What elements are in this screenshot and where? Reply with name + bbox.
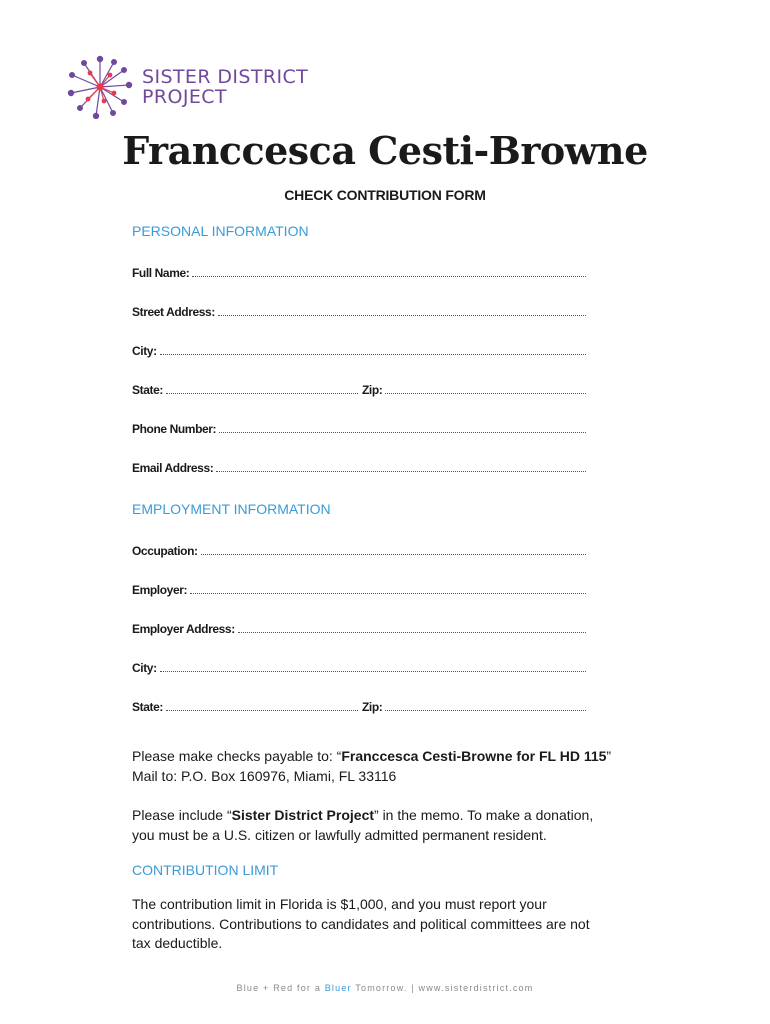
state-zip-field[interactable]	[132, 379, 586, 397]
limit-line-3: tax deductible.	[132, 935, 223, 951]
payable-line	[132, 747, 652, 767]
starburst-icon	[66, 55, 134, 119]
zip-line[interactable]	[385, 393, 586, 394]
limit-line-1: The contribution limit in Florida is $1,000, and you must report your	[132, 896, 547, 912]
mail-to-line: Mail to: P.O. Box 160976, Miami, FL 33116	[132, 767, 397, 784]
occupation-field[interactable]	[132, 540, 586, 558]
form-subtitle: CHECK CONTRIBUTION FORM	[284, 187, 486, 203]
logo-line-2: PROJECT	[142, 86, 227, 108]
state-line[interactable]	[166, 393, 358, 394]
memo-suffix: ” in the memo. To make a donation,	[374, 807, 594, 823]
payable-prefix: Please make checks payable to: “	[132, 748, 342, 764]
city-line[interactable]	[160, 354, 586, 355]
personal-info-heading: PERSONAL INFORMATION	[132, 223, 309, 239]
occupation-line[interactable]	[201, 554, 586, 555]
sister-district-logo	[66, 55, 326, 119]
employer-address-label: Employer Address:	[132, 622, 235, 636]
memo-name: Sister District Project	[231, 807, 375, 823]
street-address-line[interactable]	[218, 315, 586, 316]
memo-line-1	[132, 806, 652, 826]
full-name-label: Full Name:	[132, 266, 190, 280]
memo-prefix: Please include “	[132, 807, 232, 823]
employer-address-line[interactable]	[238, 632, 586, 633]
street-address-field[interactable]	[132, 301, 586, 319]
employer-zip-line[interactable]	[385, 710, 586, 711]
city-field[interactable]	[132, 340, 586, 358]
employer-address-field[interactable]	[132, 618, 586, 636]
memo-line-2: you must be a U.S. citizen or lawfully admitted permanent resident.	[132, 826, 547, 843]
page-footer	[0, 983, 770, 993]
employer-state-line[interactable]	[166, 710, 358, 711]
contribution-limit-heading: CONTRIBUTION LIMIT	[132, 862, 279, 878]
employer-city-field[interactable]	[132, 657, 586, 675]
payable-name: Franccesca Cesti-Browne for FL HD 115	[341, 748, 607, 764]
phone-line[interactable]	[219, 432, 586, 433]
employer-field[interactable]	[132, 579, 586, 597]
email-label: Email Address:	[132, 461, 214, 475]
state-label: State:	[132, 383, 163, 397]
city-label: City:	[132, 344, 157, 358]
memo-paragraph	[132, 806, 652, 845]
zip-label: Zip:	[361, 383, 383, 397]
footer-bluer: Bluer	[324, 983, 352, 993]
payable-suffix: ”	[606, 748, 612, 764]
employer-label: Employer:	[132, 583, 188, 597]
contribution-limit-paragraph	[132, 895, 652, 954]
employment-info-heading: EMPLOYMENT INFORMATION	[132, 501, 331, 517]
logo-line-1: SISTER DISTRICT	[142, 66, 309, 88]
phone-field[interactable]	[132, 418, 586, 436]
employer-zip-label: Zip:	[361, 700, 383, 714]
occupation-label: Occupation:	[132, 544, 198, 558]
employer-city-line[interactable]	[160, 671, 586, 672]
phone-label: Phone Number:	[132, 422, 217, 436]
employer-state-label: State:	[132, 700, 163, 714]
employer-line[interactable]	[190, 593, 586, 594]
employer-city-label: City:	[132, 661, 157, 675]
footer-part-2: Tomorrow. | www.sisterdistrict.com	[351, 983, 534, 993]
limit-line-2: contributions. Contributions to candidates and political committees are not	[132, 915, 590, 932]
email-field[interactable]	[132, 457, 586, 475]
full-name-field[interactable]	[132, 262, 586, 280]
footer-part-1: Blue + Red for a	[236, 983, 325, 993]
full-name-line[interactable]	[192, 276, 586, 277]
street-address-label: Street Address:	[132, 305, 215, 319]
payable-paragraph	[132, 747, 652, 786]
email-line[interactable]	[216, 471, 586, 472]
page-title: Franccesca Cesti-Browne	[122, 128, 648, 173]
logo-wordmark	[142, 67, 308, 107]
employer-state-zip-field[interactable]	[132, 696, 586, 714]
